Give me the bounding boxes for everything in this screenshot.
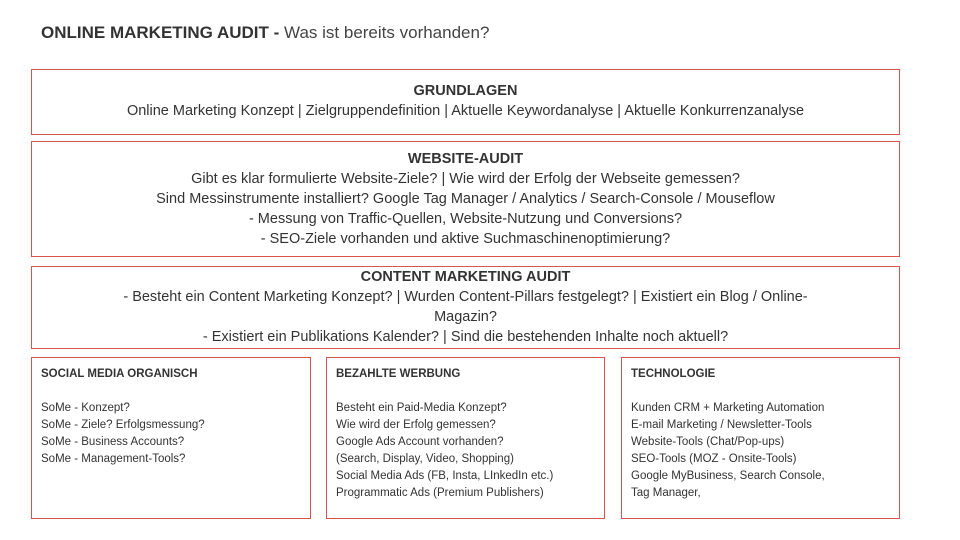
website-audit-box <box>31 141 900 257</box>
bezahlte-werbung-heading: BEZAHLTE WERBUNG <box>336 368 461 380</box>
list-item: SoMe - Konzept? <box>41 402 130 414</box>
list-item: Google Ads Account vorhanden? <box>336 436 504 448</box>
page-title-main: ONLINE MARKETING AUDIT - <box>41 23 280 42</box>
website-audit-heading: WEBSITE-AUDIT <box>407 151 524 167</box>
social-media-box <box>31 357 311 519</box>
list-item: (Search, Display, Video, Shopping) <box>336 453 514 465</box>
list-item: SoMe - Management-Tools? <box>41 453 186 465</box>
page-title <box>41 23 489 43</box>
bezahlte-werbung-box <box>326 357 605 519</box>
list-item: Programmatic Ads (Premium Publishers) <box>336 487 544 499</box>
content-audit-line: - Existiert ein Publikations Kalender? | Sind die bestehenden Inhalte noch aktuell? <box>202 329 729 345</box>
website-audit-line: Gibt es klar formulierte Website-Ziele? | Wie wird der Erfolg der Webseite gemessen? <box>191 171 740 187</box>
page-title-subtitle: Was ist bereits vorhanden? <box>284 23 490 42</box>
list-item: Social Media Ads (FB, Insta, LInkedIn etc.) <box>336 470 554 482</box>
grundlagen-box <box>31 69 900 135</box>
technologie-heading: TECHNOLOGIE <box>631 368 716 380</box>
list-item: E-mail Marketing / Newsletter-Tools <box>631 419 812 431</box>
list-item: SEO-Tools (MOZ - Onsite-Tools) <box>631 453 797 465</box>
website-audit-line: - SEO-Ziele vorhanden und aktive Suchmaschinenoptimierung? <box>260 231 671 247</box>
content-audit-heading: CONTENT MARKETING AUDIT <box>360 269 571 285</box>
website-audit-line: - Messung von Traffic-Quellen, Website-Nutzung und Conversions? <box>248 211 683 227</box>
list-item: SoMe - Ziele? Erfolgsmessung? <box>41 419 205 431</box>
list-item: Kunden CRM + Marketing Automation <box>631 402 825 414</box>
content-audit-box <box>31 266 900 349</box>
list-item: Besteht ein Paid-Media Konzept? <box>336 402 507 414</box>
grundlagen-line: Online Marketing Konzept | Zielgruppendefinition | Aktuelle Keywordanalyse | Aktuelle Konkurrenzanalyse <box>126 103 805 119</box>
technologie-box <box>621 357 900 519</box>
website-audit-line: Sind Messinstrumente installiert? Google Tag Manager / Analytics / Search-Console / Mouseflow <box>156 191 775 207</box>
list-item: Wie wird der Erfolg gemessen? <box>336 419 496 431</box>
grundlagen-heading: GRUNDLAGEN <box>413 83 518 99</box>
list-item: Google MyBusiness, Search Console, <box>631 470 825 482</box>
list-item: Website-Tools (Chat/Pop-ups) <box>631 436 785 448</box>
list-item: Tag Manager, <box>631 487 701 499</box>
content-audit-line: - Besteht ein Content Marketing Konzept? | Wurden Content-Pillars festgelegt? | Existiert ein Blog / Online-Magazin? <box>123 289 808 325</box>
social-media-heading: SOCIAL MEDIA ORGANISCH <box>41 368 198 380</box>
list-item: SoMe - Business Accounts? <box>41 436 185 448</box>
